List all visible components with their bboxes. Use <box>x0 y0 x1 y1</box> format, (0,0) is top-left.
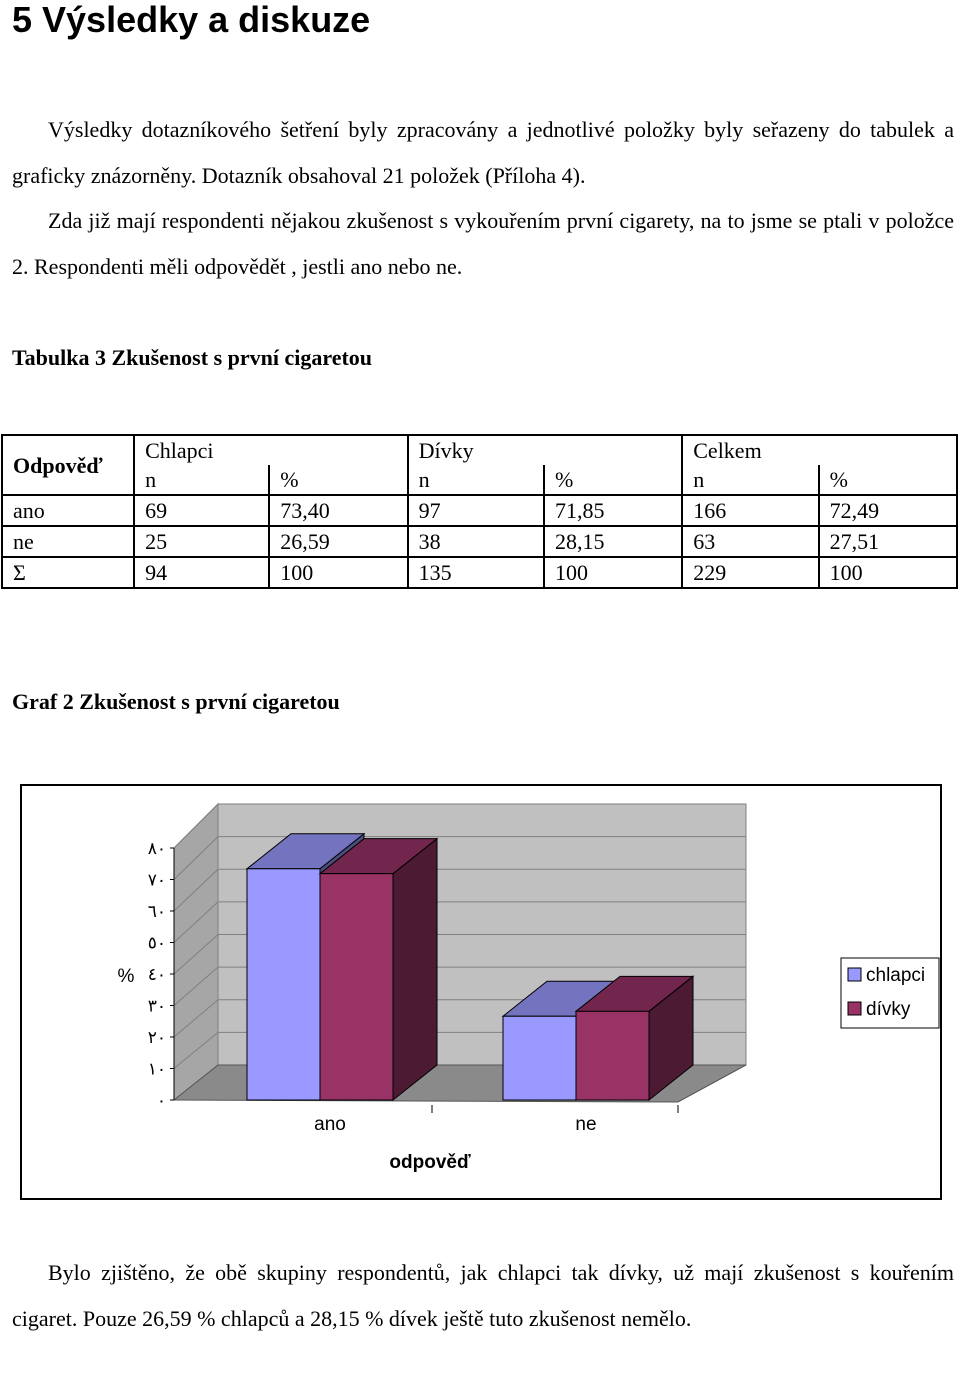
subheader-cell: % <box>269 465 407 495</box>
table-cell: 135 <box>408 557 544 588</box>
bar-chart <box>20 784 942 1200</box>
table-cell: 25 <box>134 526 269 557</box>
intro-p1-line-2: do tabulek a graficky znázorněny. Dotazník obsahoval 21 položek (Příloha 4). <box>12 117 954 188</box>
table-cell: 73,40 <box>269 495 407 526</box>
table-cell: 229 <box>682 557 818 588</box>
group-header-chlapci: Chlapci <box>134 435 407 465</box>
legend-swatch-chlapci <box>848 968 861 981</box>
bar-dívky-ne <box>576 1011 649 1100</box>
results-table <box>1 434 958 589</box>
subheader-cell: n <box>134 465 269 495</box>
chart-side-wall <box>174 804 218 1100</box>
section-heading: 5 Výsledky a diskuze <box>12 0 371 40</box>
intro-paragraph-1 <box>12 107 954 198</box>
y-tick-label: ٣٠ <box>147 996 166 1016</box>
table-row <box>2 557 957 588</box>
table-cell: 100 <box>544 557 682 588</box>
subheader-cell: n <box>408 465 544 495</box>
table-cell: 27,51 <box>819 526 957 557</box>
y-tick-label: ٤٠ <box>147 965 166 984</box>
table-row <box>2 495 957 526</box>
y-tick-label: ٢٠ <box>147 1028 166 1047</box>
conclusion-line-2: s kouřením cigaret. Pouze 26,59 % chlapců a 28,15 % dívek ještě tuto zkušenost <box>12 1260 954 1331</box>
conclusion-paragraph <box>12 1250 954 1341</box>
row-label: Σ <box>2 557 134 588</box>
y-tick-label: ١٠ <box>147 1059 166 1079</box>
intro-p2-line-2: se ptali v položce 2. Respondenti měli odpovědět , jestli ano nebo ne. <box>12 208 954 279</box>
y-tick-label: ٠ <box>156 1091 166 1110</box>
table-cell: 38 <box>408 526 544 557</box>
group-header-celkem: Celkem <box>682 435 957 465</box>
y-axis-title: % <box>117 966 135 987</box>
table-header-row <box>2 435 957 465</box>
group-header-divky: Dívky <box>408 435 683 465</box>
chart-caption: Graf 2 Zkušenost s první cigaretou <box>12 689 340 714</box>
legend-label-dívky: dívky <box>866 999 911 1020</box>
row-label: ne <box>2 526 134 557</box>
y-tick-label: ٧٠ <box>147 870 166 890</box>
x-category-label: ano <box>314 1114 346 1135</box>
table-cell: 28,15 <box>544 526 682 557</box>
table-cell: 94 <box>134 557 269 588</box>
bar-chart-svg <box>22 786 940 1198</box>
table-cell: 97 <box>408 495 544 526</box>
subheader-cell: n <box>682 465 818 495</box>
intro-p1-line-1: Výsledky dotazníkového šetření byly zpracovány a jednotlivé položky byly seřazeny <box>48 117 830 142</box>
y-tick-label: ٨٠ <box>147 839 166 858</box>
conclusion-line-1: Bylo zjištěno, že obě skupiny respondentů, jak chlapci tak dívky, už mají zkušenost <box>48 1260 841 1285</box>
x-axis-title: odpověď <box>389 1152 471 1173</box>
table-cell: 26,59 <box>269 526 407 557</box>
table-cell: 100 <box>819 557 957 588</box>
subheader-cell: % <box>819 465 957 495</box>
table-row <box>2 526 957 557</box>
table-caption: Tabulka 3 Zkušenost s první cigaretou <box>12 345 373 370</box>
row-label: ano <box>2 495 134 526</box>
conclusion-line-3: nemělo. <box>621 1305 692 1331</box>
legend-label-chlapci: chlapci <box>866 965 926 986</box>
table-subheader-row <box>2 465 957 495</box>
answer-header-cell: Odpověď <box>2 435 134 495</box>
x-category-label: ne <box>575 1114 597 1135</box>
table-cell: 63 <box>682 526 818 557</box>
y-tick-label: ٥٠ <box>147 933 166 953</box>
table-cell: 69 <box>134 495 269 526</box>
table-cell: 71,85 <box>544 495 682 526</box>
bar-chlapci-ne <box>503 1016 576 1100</box>
legend-swatch-dívky <box>848 1002 861 1015</box>
table-cell: 100 <box>269 557 407 588</box>
subheader-cell: % <box>544 465 682 495</box>
bar-dívky-ano <box>320 874 393 1100</box>
bar-chlapci-ano <box>247 869 320 1100</box>
bar-dívky-ano-side <box>393 839 437 1100</box>
table-cell: 166 <box>682 495 818 526</box>
y-tick-label: ٦٠ <box>147 902 166 921</box>
table-cell: 72,49 <box>819 495 957 526</box>
intro-paragraph-2 <box>12 198 954 289</box>
intro-p2-line-1: Zda již mají respondenti nějakou zkušenost s vykouřením první cigarety, na to jsme <box>48 208 793 233</box>
